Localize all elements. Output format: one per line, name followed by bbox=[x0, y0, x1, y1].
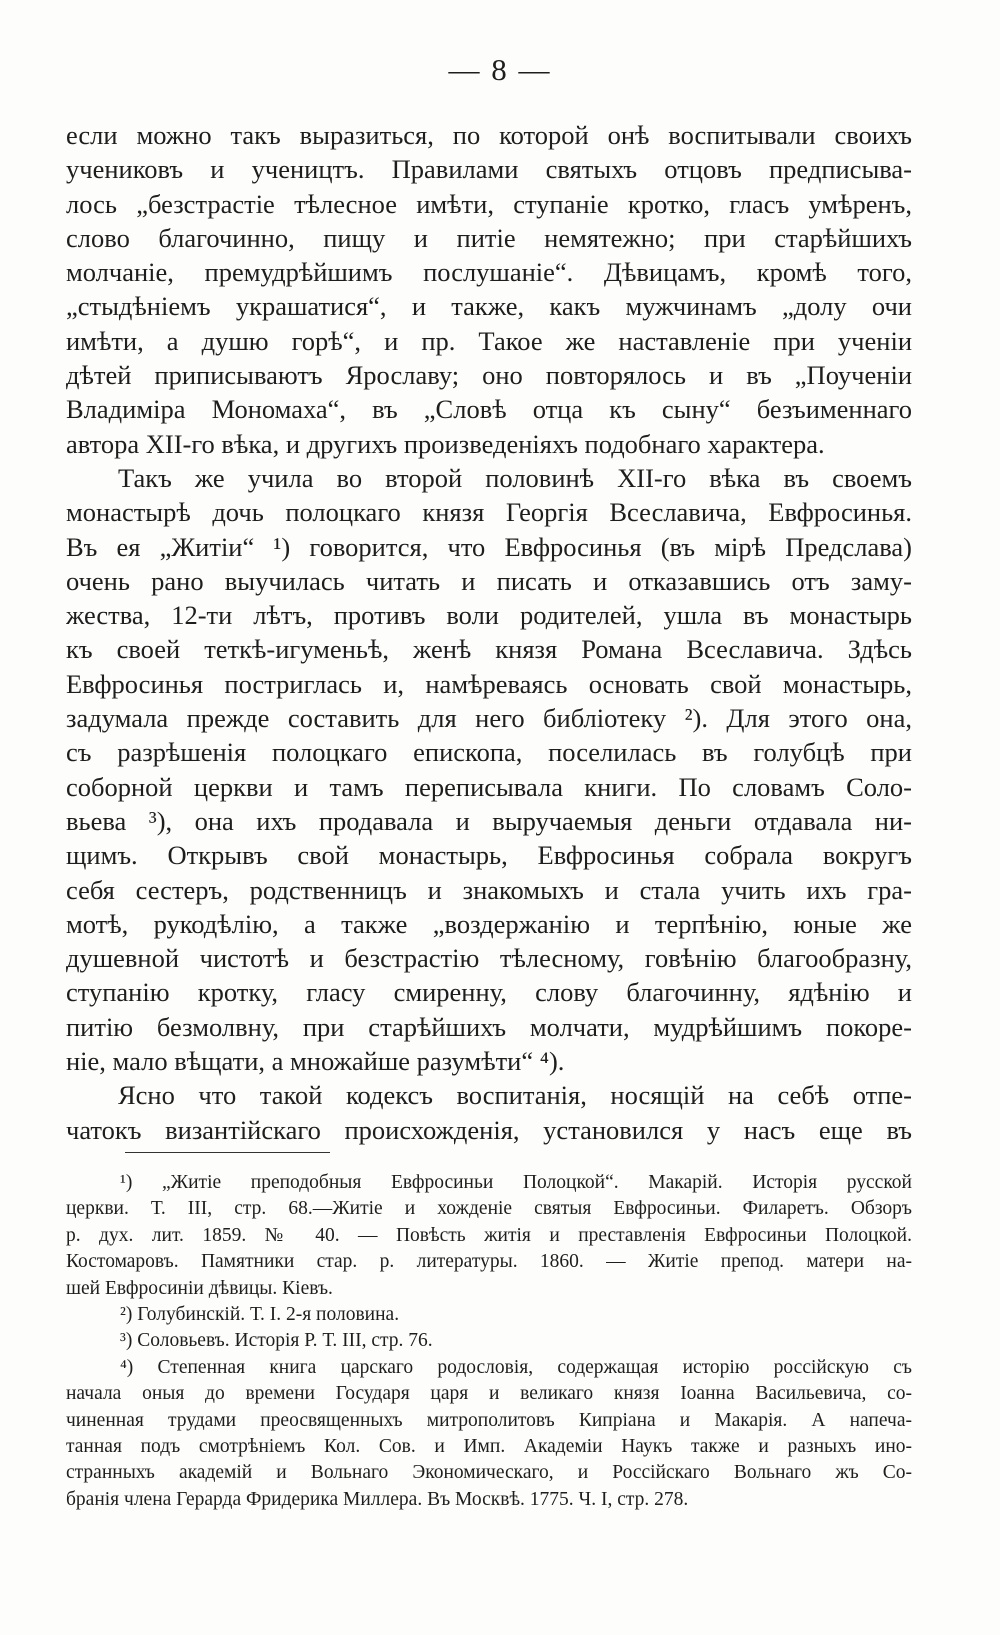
footnote-line: танная подъ смотрѣніемъ Кол. Сов. и Имп. Академіи Наукъ также и разныхъ ино- bbox=[66, 1435, 912, 1457]
footnotes bbox=[66, 1170, 912, 1513]
text-line: учениковъ и учеництъ. Правилами святыхъ отцовъ предписыва- bbox=[66, 154, 912, 185]
footnote-line: шей Евфросиніи дѣвицы. Кіевъ. bbox=[66, 1277, 333, 1299]
text-line: душевной чистотѣ и безстрастію тѣлесному, говѣнію благообразну, bbox=[66, 943, 912, 974]
text-line: молчаніе, премудрѣйшимъ послушаніе“. Дѣвицамъ, кромѣ того, bbox=[66, 257, 912, 288]
text-line: автора XII-го вѣка, и другихъ произведеніяхъ подобнаго характера. bbox=[66, 428, 825, 459]
footnote-divider bbox=[125, 1152, 330, 1153]
footnote-line: ⁴) Степенная книга царскаго родословія, содержащая исторію россійскую съ bbox=[120, 1356, 912, 1378]
text-line: Ясно что такой кодексъ воспитанія, носящій на себѣ отпе- bbox=[118, 1080, 912, 1111]
page-number: — 8 — bbox=[448, 52, 552, 87]
text-line: „стыдѣніемъ украшатися“, и также, какъ мужчинамъ „долу очи bbox=[66, 291, 912, 322]
footnote-line: ²) Голубинскій. Т. I. 2-я половина. bbox=[120, 1303, 400, 1325]
text-line: Въ ея „Житіи“ ¹) говорится, что Евфросинья (въ мірѣ Предслава) bbox=[66, 531, 912, 562]
text-line: ступанію кротку, гласу смиренну, слову благочинну, ядѣнію и bbox=[66, 977, 912, 1008]
text-line: очень рано выучилась читать и писать и отказавшись отъ заму- bbox=[66, 565, 912, 596]
text-line: монастырѣ дочь полоцкаго князя Георгія Всеславича, Евфросинья. bbox=[66, 497, 912, 528]
text-line: съ разрѣшенія полоцкаго епископа, поселилась въ голубцѣ при bbox=[66, 737, 912, 768]
text-line: соборной церкви и тамъ переписывала книги. По словамъ Соло- bbox=[66, 771, 912, 802]
text-line: если можно такъ выразиться, по которой онѣ воспитывали своихъ bbox=[66, 120, 912, 150]
text-line: жества, 12-ти лѣтъ, противъ воли родителей, ушла въ монастырь bbox=[66, 600, 912, 631]
text-line: Такъ же учила во второй половинѣ XII-го вѣка въ своемъ bbox=[118, 462, 912, 493]
text-line: ніе, мало вѣщати, а множайше разумѣти“ ⁴). bbox=[66, 1046, 565, 1077]
footnote-line: р. дух. лит. 1859. № 40. — Повѣсть житія и преставленія Евфросиньи Полоцкой. bbox=[66, 1224, 912, 1246]
text-line: Владиміра Мономаха“, въ „Словѣ отца къ сыну“ безъименнаго bbox=[66, 394, 912, 425]
text-line: къ своей теткѣ-игуменьѣ, женѣ князя Романа Всеславича. Здѣсь bbox=[66, 634, 912, 665]
text-line: питію безмолвну, при старѣйшихъ молчати, мудрѣйшимъ покоре- bbox=[66, 1011, 912, 1042]
text-line: дѣтей приписываютъ Ярославу; оно повторялось и въ „Поученіи bbox=[66, 360, 912, 391]
text-line: слово благочинно, пищу и питіе немятежно; при старѣйшихъ bbox=[66, 222, 912, 253]
footnote-line: Костомаровъ. Памятники стар. р. литературы. 1860. — Житіе препод. матери на- bbox=[66, 1251, 912, 1273]
text-line: чатокъ византійскаго происхожденія, установился у насъ еще въ bbox=[66, 1114, 912, 1145]
footnote-line: ³) Соловьевъ. Исторія Р. Т. III, стр. 76. bbox=[120, 1330, 433, 1352]
footnote-line: странныхъ академій и Вольнаго Экономическаго, и Россійскаго Вольнаго жъ Со- bbox=[66, 1462, 912, 1484]
footnote-line: ¹) „Житіе преподобныя Евфросиньи Полоцкой“. Макарій. Исторія русской bbox=[120, 1172, 912, 1193]
text-line: Евфросинья постриглась и, намѣреваясь основать свой монастырь, bbox=[66, 668, 912, 699]
text-line: мотѣ, рукодѣлію, а также „воздержанію и терпѣнію, юные же bbox=[66, 908, 912, 939]
footnote-line: церкви. Т. III, стр. 68.—Житіе и хожденіе святыя Евфросиньи. Филаретъ. Обзоръ bbox=[66, 1198, 912, 1220]
text-line: лось „безстрастіе тѣлесное имѣти, ступаніе кротко, гласъ умѣренъ, bbox=[66, 188, 912, 219]
text-line: задумала прежде составить для него библіотеку ²). Для этого она, bbox=[66, 703, 912, 734]
text-line: щимъ. Открывъ свой монастырь, Евфросинья собрала вокругъ bbox=[66, 840, 912, 871]
text-line: вьева ³), она ихъ продавала и выручаемыя деньги отдавала ни- bbox=[66, 805, 912, 836]
footnote-line: чиненная трудами преосвященныхъ митрополитовъ Кипріана и Макарія. А напеча- bbox=[66, 1409, 912, 1431]
text-line: себя сестеръ, родственницъ и знакомыхъ и стала учить ихъ гра- bbox=[66, 874, 912, 905]
text-line: имѣти, а душю горѣ“, и пр. Такое же наставленіе при ученіи bbox=[66, 325, 912, 356]
footnote-line: бранія члена Герарда Фридерика Миллера. Въ Москвѣ. 1775. Ч. I, стр. 278. bbox=[66, 1488, 689, 1510]
main-text bbox=[66, 118, 912, 1147]
footnote-line: начала оныя до времени Государя царя и великаго князя Іоанна Васильевича, со- bbox=[66, 1383, 912, 1405]
